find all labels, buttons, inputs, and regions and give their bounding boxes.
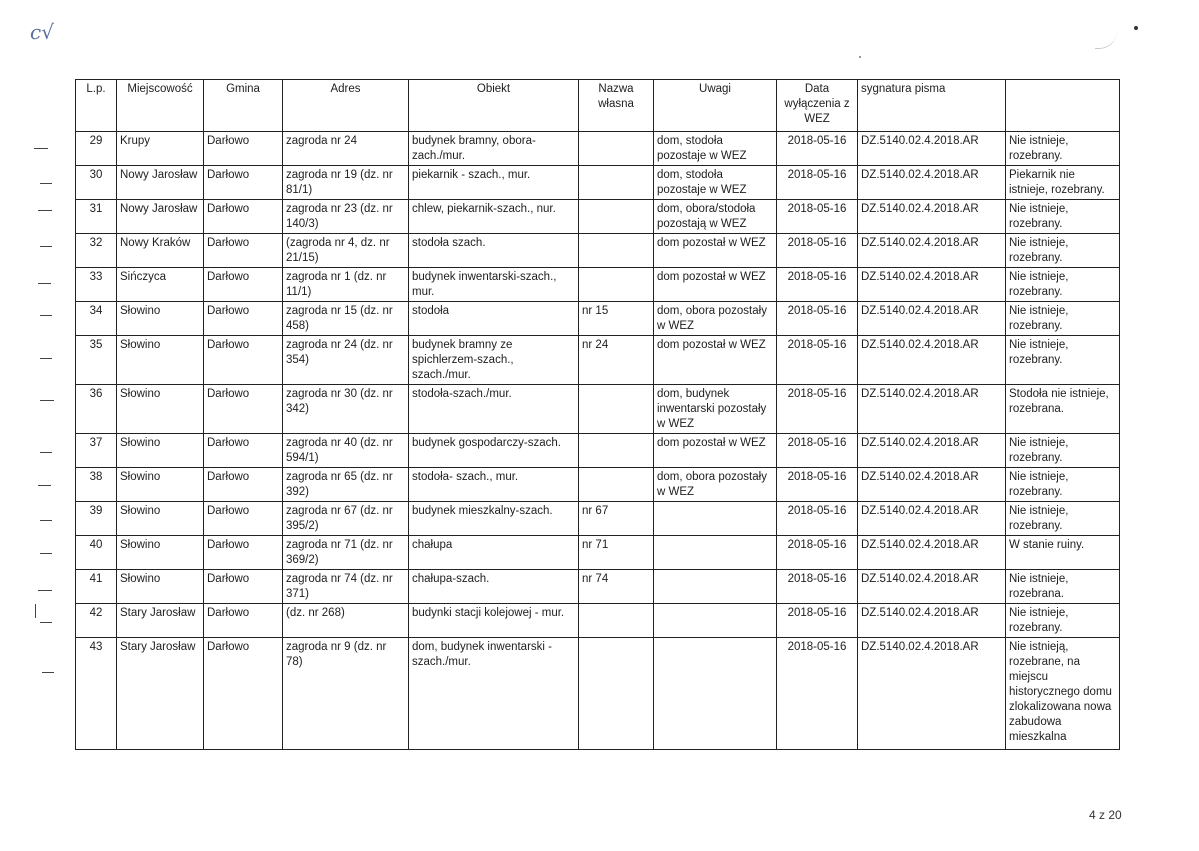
cell-stan: Nie istnieje, rozebrany.	[1006, 268, 1120, 302]
margin-tick-mark	[35, 604, 36, 618]
cell-nazwa: nr 24	[579, 336, 654, 385]
cell-adres: zagroda nr 40 (dz. nr 594/1)	[283, 434, 409, 468]
cell-uwagi: dom, obora pozostały w WEZ	[654, 468, 777, 502]
cell-stan: Stodoła nie istnieje, rozebrana.	[1006, 385, 1120, 434]
cell-obiekt: budynek mieszkalny-szach.	[409, 502, 579, 536]
cell-obiekt: stodoła-szach./mur.	[409, 385, 579, 434]
cell-data: 2018-05-16	[777, 302, 858, 336]
cell-gmina: Darłowo	[204, 638, 283, 750]
cell-adres: zagroda nr 74 (dz. nr 371)	[283, 570, 409, 604]
cell-uwagi: dom pozostał w WEZ	[654, 336, 777, 385]
cell-stan: Nie istnieje, rozebrany.	[1006, 502, 1120, 536]
cell-adres: zagroda nr 23 (dz. nr 140/3)	[283, 200, 409, 234]
cell-miejscowosc: Stary Jarosław	[117, 638, 204, 750]
margin-tick-mark	[40, 183, 52, 184]
header-gmina: Gmina	[204, 80, 283, 132]
cell-lp: 42	[76, 604, 117, 638]
cell-uwagi	[654, 536, 777, 570]
cell-stan: Nie istnieje, rozebrany.	[1006, 132, 1120, 166]
cell-data: 2018-05-16	[777, 570, 858, 604]
table-row	[76, 132, 1120, 166]
cell-nazwa: nr 71	[579, 536, 654, 570]
table-row	[76, 604, 1120, 638]
cell-lp: 29	[76, 132, 117, 166]
table-row	[76, 200, 1120, 234]
cell-miejscowosc: Słowino	[117, 336, 204, 385]
cell-lp: 40	[76, 536, 117, 570]
cell-lp: 32	[76, 234, 117, 268]
cell-data: 2018-05-16	[777, 536, 858, 570]
cell-sygnatura: DZ.5140.02.4.2018.AR	[858, 385, 1006, 434]
cell-lp: 31	[76, 200, 117, 234]
margin-tick-mark	[40, 452, 52, 453]
cell-miejscowosc: Nowy Jarosław	[117, 200, 204, 234]
table-row	[76, 570, 1120, 604]
margin-tick-mark	[38, 283, 51, 284]
table-row	[76, 166, 1120, 200]
cell-gmina: Darłowo	[204, 132, 283, 166]
cell-uwagi: dom, obora/stodoła pozostają w WEZ	[654, 200, 777, 234]
cell-obiekt: chałupa	[409, 536, 579, 570]
cell-gmina: Darłowo	[204, 536, 283, 570]
cell-miejscowosc: Krupy	[117, 132, 204, 166]
cell-miejscowosc: Słowino	[117, 502, 204, 536]
cell-data: 2018-05-16	[777, 604, 858, 638]
cell-obiekt: chlew, piekarnik-szach., nur.	[409, 200, 579, 234]
cell-adres: zagroda nr 19 (dz. nr 81/1)	[283, 166, 409, 200]
cell-stan: Nie istnieje, rozebrany.	[1006, 336, 1120, 385]
cell-sygnatura: DZ.5140.02.4.2018.AR	[858, 268, 1006, 302]
cell-stan: Nie istnieje, rozebrany.	[1006, 302, 1120, 336]
cell-adres: (dz. nr 268)	[283, 604, 409, 638]
margin-tick-mark	[40, 315, 52, 316]
header-lp: L.p.	[76, 80, 117, 132]
cell-nazwa: nr 67	[579, 502, 654, 536]
cell-adres: zagroda nr 24	[283, 132, 409, 166]
cell-sygnatura: DZ.5140.02.4.2018.AR	[858, 234, 1006, 268]
cell-nazwa	[579, 434, 654, 468]
cell-nazwa	[579, 166, 654, 200]
cell-data: 2018-05-16	[777, 200, 858, 234]
table-row	[76, 536, 1120, 570]
cell-lp: 39	[76, 502, 117, 536]
cell-uwagi: dom, obora pozostały w WEZ	[654, 302, 777, 336]
cell-miejscowosc: Nowy Kraków	[117, 234, 204, 268]
cell-uwagi: dom pozostał w WEZ	[654, 268, 777, 302]
cell-uwagi: dom, stodoła pozostaje w WEZ	[654, 166, 777, 200]
margin-tick-mark	[40, 358, 52, 359]
cell-miejscowosc: Słowino	[117, 536, 204, 570]
cell-gmina: Darłowo	[204, 604, 283, 638]
cell-miejscowosc: Słowino	[117, 302, 204, 336]
cell-obiekt: dom, budynek inwentarski - szach./mur.	[409, 638, 579, 750]
cell-nazwa	[579, 468, 654, 502]
cell-sygnatura: DZ.5140.02.4.2018.AR	[858, 302, 1006, 336]
cell-sygnatura: DZ.5140.02.4.2018.AR	[858, 502, 1006, 536]
cell-nazwa	[579, 638, 654, 750]
cell-adres: zagroda nr 65 (dz. nr 392)	[283, 468, 409, 502]
cell-data: 2018-05-16	[777, 468, 858, 502]
cell-obiekt: budynek gospodarczy-szach.	[409, 434, 579, 468]
heritage-register-table	[75, 79, 1120, 750]
cell-gmina: Darłowo	[204, 385, 283, 434]
cell-obiekt: stodoła- szach., mur.	[409, 468, 579, 502]
cell-sygnatura: DZ.5140.02.4.2018.AR	[858, 200, 1006, 234]
header-stan	[1006, 80, 1120, 132]
cell-nazwa	[579, 234, 654, 268]
cell-lp: 35	[76, 336, 117, 385]
page-number: 4 z 20	[1089, 808, 1122, 822]
cell-gmina: Darłowo	[204, 468, 283, 502]
cell-data: 2018-05-16	[777, 234, 858, 268]
header-nazwa: Nazwa własna	[579, 80, 654, 132]
margin-tick-mark	[34, 148, 48, 149]
cell-adres: zagroda nr 1 (dz. nr 11/1)	[283, 268, 409, 302]
cell-data: 2018-05-16	[777, 166, 858, 200]
cell-stan: W stanie ruiny.	[1006, 536, 1120, 570]
cell-lp: 36	[76, 385, 117, 434]
cell-lp: 37	[76, 434, 117, 468]
cell-sygnatura: DZ.5140.02.4.2018.AR	[858, 336, 1006, 385]
cell-stan: Nie istnieje, rozebrany.	[1006, 434, 1120, 468]
cell-lp: 34	[76, 302, 117, 336]
cell-stan: Nie istnieje, rozebrany.	[1006, 200, 1120, 234]
cell-lp: 38	[76, 468, 117, 502]
cell-sygnatura: DZ.5140.02.4.2018.AR	[858, 132, 1006, 166]
margin-tick-mark	[40, 622, 52, 623]
cell-sygnatura: DZ.5140.02.4.2018.AR	[858, 536, 1006, 570]
cell-sygnatura: DZ.5140.02.4.2018.AR	[858, 166, 1006, 200]
cell-adres: (zagroda nr 4, dz. nr 21/15)	[283, 234, 409, 268]
header-uwagi: Uwagi	[654, 80, 777, 132]
ink-dot	[1134, 26, 1138, 30]
cell-sygnatura: DZ.5140.02.4.2018.AR	[858, 638, 1006, 750]
table-row	[76, 434, 1120, 468]
header-data: Data wyłączenia z WEZ	[777, 80, 858, 132]
table-row	[76, 336, 1120, 385]
cell-gmina: Darłowo	[204, 200, 283, 234]
margin-tick-mark	[40, 553, 52, 554]
header-obiekt: Obiekt	[409, 80, 579, 132]
cell-uwagi: dom, budynek inwentarski pozostały w WEZ	[654, 385, 777, 434]
header-adres: Adres	[283, 80, 409, 132]
table-row	[76, 385, 1120, 434]
cell-nazwa	[579, 604, 654, 638]
cell-obiekt: chałupa-szach.	[409, 570, 579, 604]
cell-gmina: Darłowo	[204, 502, 283, 536]
cell-gmina: Darłowo	[204, 166, 283, 200]
cell-nazwa: nr 74	[579, 570, 654, 604]
cell-lp: 33	[76, 268, 117, 302]
cell-stan: Nie istnieje, rozebrana.	[1006, 570, 1120, 604]
cell-miejscowosc: Sińczyca	[117, 268, 204, 302]
cell-miejscowosc: Słowino	[117, 434, 204, 468]
table-header-row	[76, 80, 1120, 132]
handwritten-mark: c√	[30, 20, 54, 44]
cell-obiekt: stodoła szach.	[409, 234, 579, 268]
margin-tick-mark	[38, 485, 51, 486]
cell-miejscowosc: Słowino	[117, 468, 204, 502]
cell-uwagi: dom, stodoła pozostaje w WEZ	[654, 132, 777, 166]
cell-adres: zagroda nr 24 (dz. nr 354)	[283, 336, 409, 385]
table-row	[76, 502, 1120, 536]
cell-obiekt: piekarnik - szach., mur.	[409, 166, 579, 200]
cell-gmina: Darłowo	[204, 336, 283, 385]
cell-adres: zagroda nr 9 (dz. nr 78)	[283, 638, 409, 750]
cell-nazwa	[579, 268, 654, 302]
margin-tick-mark	[38, 590, 52, 591]
cell-miejscowosc: Słowino	[117, 385, 204, 434]
cell-obiekt: stodoła	[409, 302, 579, 336]
cell-gmina: Darłowo	[204, 268, 283, 302]
cell-miejscowosc: Nowy Jarosław	[117, 166, 204, 200]
cell-obiekt: budynek bramny ze spichlerzem-szach., szach./mur.	[409, 336, 579, 385]
cell-data: 2018-05-16	[777, 385, 858, 434]
table-row	[76, 234, 1120, 268]
cell-uwagi: dom pozostał w WEZ	[654, 434, 777, 468]
cell-obiekt: budynek bramny, obora-zach./mur.	[409, 132, 579, 166]
cell-stan: Piekarnik nie istnieje, rozebrany.	[1006, 166, 1120, 200]
margin-tick-mark	[40, 400, 54, 401]
ink-dot-small	[859, 56, 861, 58]
cell-gmina: Darłowo	[204, 434, 283, 468]
margin-tick-mark	[42, 672, 54, 673]
table-row	[76, 638, 1120, 750]
cell-data: 2018-05-16	[777, 502, 858, 536]
cell-sygnatura: DZ.5140.02.4.2018.AR	[858, 434, 1006, 468]
scan-corner-mark	[1095, 30, 1117, 49]
cell-adres: zagroda nr 71 (dz. nr 369/2)	[283, 536, 409, 570]
cell-obiekt: budynek inwentarski-szach., mur.	[409, 268, 579, 302]
cell-stan: Nie istnieje, rozebrany.	[1006, 604, 1120, 638]
cell-uwagi	[654, 502, 777, 536]
cell-stan: Nie istnieją, rozebrane, na miejscu historycznego domu zlokalizowana nowa zabudowa mieszkalna	[1006, 638, 1120, 750]
cell-gmina: Darłowo	[204, 570, 283, 604]
cell-data: 2018-05-16	[777, 268, 858, 302]
header-sygnatura: sygnatura pisma	[858, 80, 1006, 132]
cell-uwagi	[654, 570, 777, 604]
cell-nazwa	[579, 200, 654, 234]
cell-data: 2018-05-16	[777, 336, 858, 385]
margin-tick-mark	[40, 246, 52, 247]
cell-adres: zagroda nr 15 (dz. nr 458)	[283, 302, 409, 336]
cell-sygnatura: DZ.5140.02.4.2018.AR	[858, 604, 1006, 638]
cell-nazwa: nr 15	[579, 302, 654, 336]
cell-nazwa	[579, 385, 654, 434]
cell-gmina: Darłowo	[204, 234, 283, 268]
cell-gmina: Darłowo	[204, 302, 283, 336]
cell-stan: Nie istnieje, rozebrany.	[1006, 234, 1120, 268]
cell-sygnatura: DZ.5140.02.4.2018.AR	[858, 570, 1006, 604]
cell-data: 2018-05-16	[777, 132, 858, 166]
cell-uwagi	[654, 604, 777, 638]
cell-sygnatura: DZ.5140.02.4.2018.AR	[858, 468, 1006, 502]
cell-miejscowosc: Stary Jarosław	[117, 604, 204, 638]
header-miejscowosc: Miejscowość	[117, 80, 204, 132]
cell-adres: zagroda nr 67 (dz. nr 395/2)	[283, 502, 409, 536]
cell-data: 2018-05-16	[777, 638, 858, 750]
cell-miejscowosc: Słowino	[117, 570, 204, 604]
cell-uwagi: dom pozostał w WEZ	[654, 234, 777, 268]
cell-data: 2018-05-16	[777, 434, 858, 468]
table-row	[76, 268, 1120, 302]
cell-adres: zagroda nr 30 (dz. nr 342)	[283, 385, 409, 434]
cell-lp: 30	[76, 166, 117, 200]
cell-lp: 43	[76, 638, 117, 750]
cell-lp: 41	[76, 570, 117, 604]
margin-tick-mark	[40, 520, 52, 521]
cell-uwagi	[654, 638, 777, 750]
margin-tick-mark	[38, 210, 52, 211]
table-row	[76, 302, 1120, 336]
cell-obiekt: budynki stacji kolejowej - mur.	[409, 604, 579, 638]
cell-nazwa	[579, 132, 654, 166]
table-row	[76, 468, 1120, 502]
cell-stan: Nie istnieje, rozebrany.	[1006, 468, 1120, 502]
